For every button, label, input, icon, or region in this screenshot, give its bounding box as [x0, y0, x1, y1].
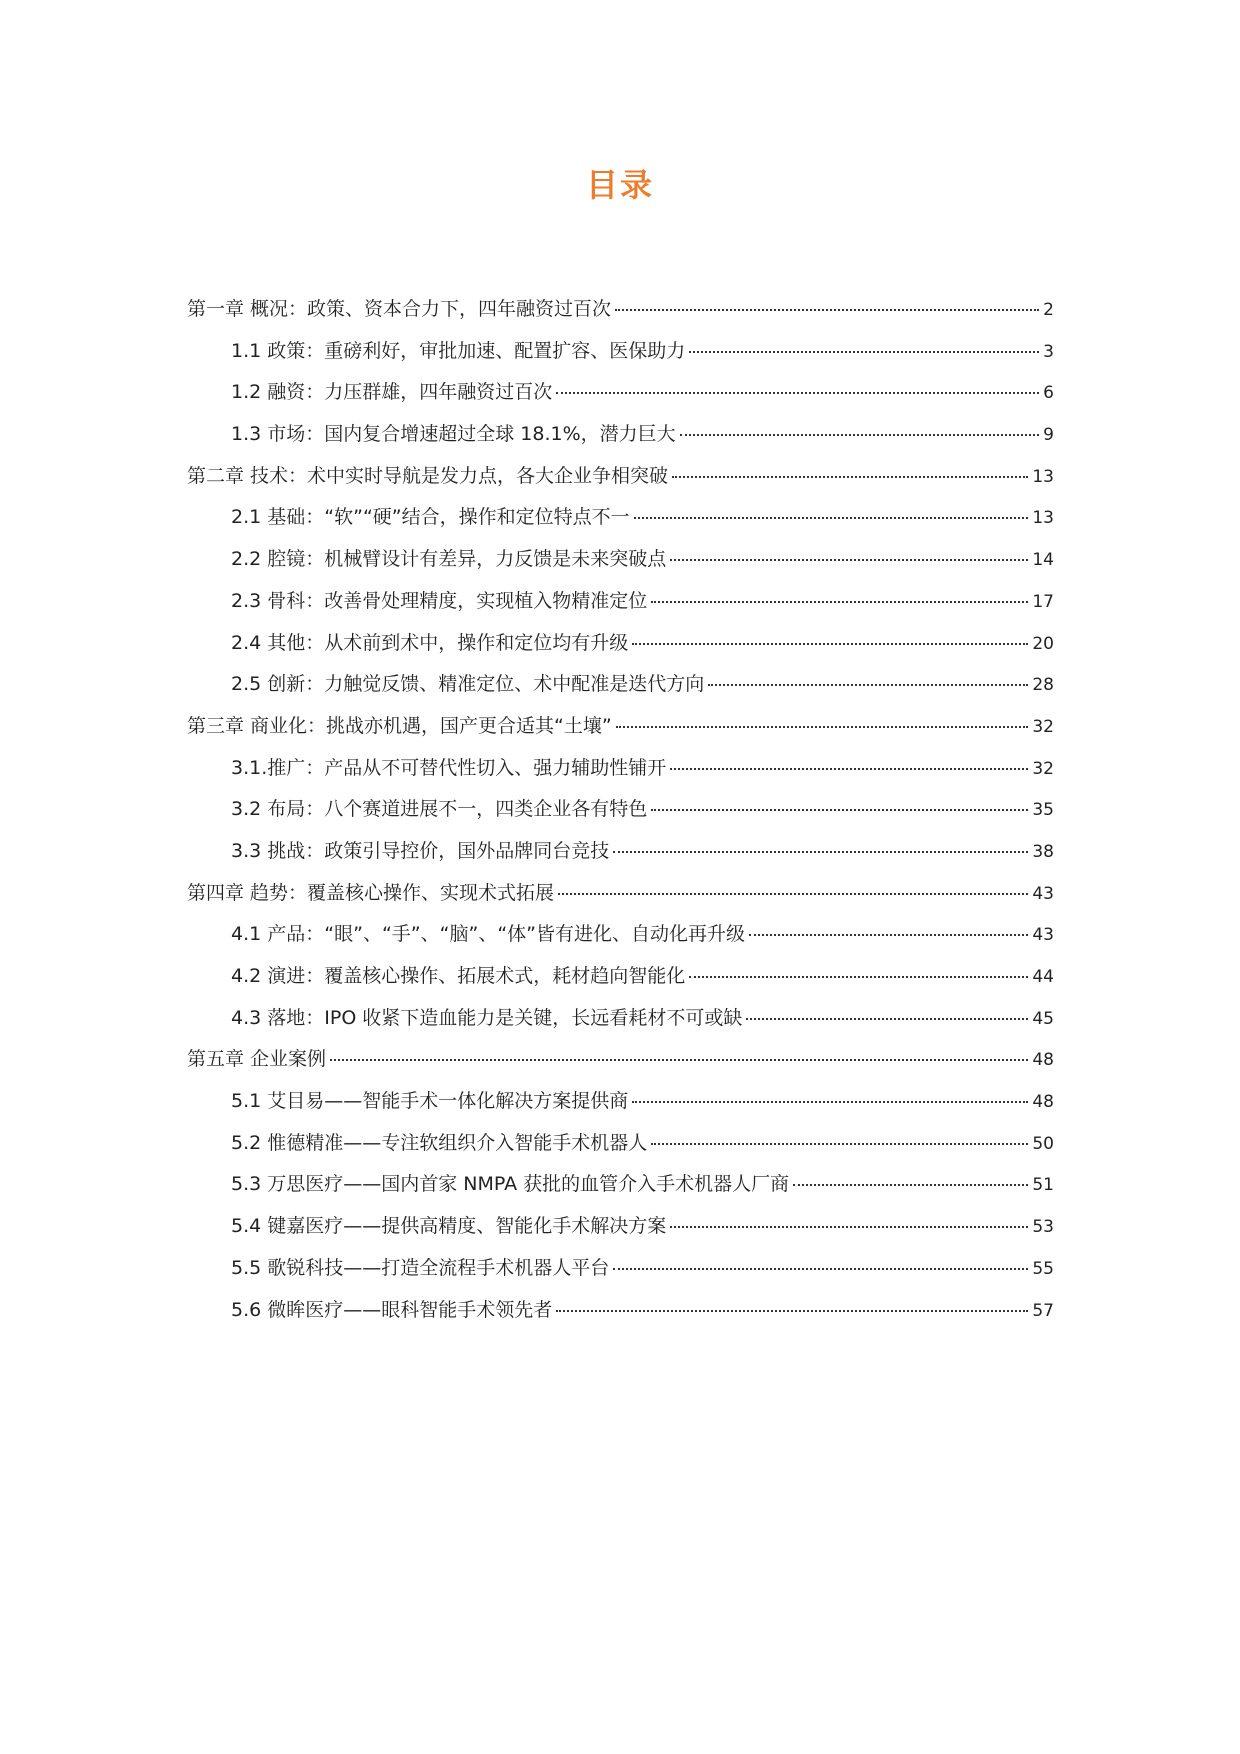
- toc-section-entry[interactable]: [187, 1253, 1054, 1295]
- toc-page-number: 2: [1043, 300, 1054, 320]
- toc-entry-label: 第三章 商业化：挑战亦机遇，国产更合适其“土壤”: [187, 714, 612, 737]
- page-title: 目录: [585, 166, 654, 204]
- toc-page-number: 43: [1032, 883, 1054, 904]
- toc-page-number: 32: [1032, 716, 1054, 737]
- toc-dot-leader: [616, 726, 1029, 728]
- toc-entry-label: 4.1 产品：“眼”、“手”、“脑”、“体”皆有进化、自动化再升级: [231, 923, 746, 946]
- toc-section-entry[interactable]: [187, 502, 1054, 544]
- toc-dot-leader: [613, 851, 1028, 853]
- toc-entry-label: 2.3 骨科：改善骨处理精度，实现植入物精准定位: [231, 589, 648, 612]
- toc-dot-leader: [689, 351, 1039, 353]
- toc-entry-label: 3.2 布局：八个赛道进展不一，四类企业各有特色: [231, 798, 648, 821]
- toc-entry-label: 5.2 惟德精准——专注软组织介入智能手术机器人: [231, 1131, 648, 1154]
- toc-section-entry[interactable]: [187, 377, 1054, 419]
- toc-section-entry[interactable]: [187, 919, 1054, 961]
- toc-page-number: 51: [1032, 1175, 1054, 1196]
- toc-section-entry[interactable]: [187, 1128, 1054, 1170]
- toc-entry-label: 2.4 其他：从术前到术中，操作和定位均有升级: [231, 631, 629, 654]
- toc-section-entry[interactable]: [187, 1003, 1054, 1045]
- toc-page-number: 43: [1032, 925, 1054, 946]
- toc-page-number: 3: [1043, 341, 1054, 362]
- toc-section-entry[interactable]: [187, 1169, 1054, 1211]
- toc-page-number: 6: [1043, 383, 1054, 404]
- toc-section-entry[interactable]: [187, 1295, 1054, 1337]
- toc-dot-leader: [634, 517, 1029, 519]
- toc-entry-label: 4.2 演进：覆盖核心操作、拓展术式，耗材趋向智能化: [231, 965, 686, 987]
- toc-page-number: 20: [1032, 633, 1054, 654]
- toc-dot-leader: [749, 934, 1028, 936]
- toc-dot-leader: [558, 893, 1028, 895]
- toc-chapter-entry[interactable]: [187, 294, 1054, 336]
- toc-section-entry[interactable]: [187, 1211, 1054, 1253]
- toc-entry-label: 3.3 挑战：政策引导控价，国外品牌同台竞技: [231, 839, 610, 862]
- toc-dot-leader: [556, 392, 1039, 394]
- toc-page-number: 44: [1032, 967, 1054, 987]
- toc-dot-leader: [708, 684, 1028, 686]
- toc-entry-label: 5.6 微眸医疗——眼科智能手术领先者: [231, 1298, 553, 1321]
- toc-section-entry[interactable]: [187, 544, 1054, 586]
- toc-entry-label: 1.3 市场：国内复合增速超过全球 18.1%，潜力巨大: [231, 423, 676, 446]
- toc-entry-label: 第二章 技术：术中实时导航是发力点，各大企业争相突破: [187, 464, 669, 487]
- toc-entry-label: 5.1 艾目易——智能手术一体化解决方案提供商: [231, 1090, 629, 1113]
- toc-entry-label: 5.3 万思医疗——国内首家 NMPA 获批的血管介入手术机器人厂商: [231, 1173, 790, 1196]
- toc-entry-label: 3.1.推广：产品从不可替代性切入、强力辅助性铺开: [231, 756, 667, 779]
- toc-entry-label: 第四章 趋势：覆盖核心操作、实现术式拓展: [187, 881, 555, 904]
- toc-page-number: 53: [1032, 1217, 1054, 1238]
- toc-section-entry[interactable]: [187, 753, 1054, 795]
- toc-entry-label: 5.5 歌锐科技——打造全流程手术机器人平台: [231, 1256, 610, 1279]
- toc-page-number: 35: [1032, 800, 1054, 821]
- toc-dot-leader: [613, 1268, 1028, 1270]
- toc-dot-leader: [651, 809, 1028, 811]
- toc-dot-leader: [670, 768, 1028, 770]
- toc-page-number: 13: [1032, 508, 1054, 529]
- toc-dot-leader: [651, 1143, 1028, 1145]
- toc-page-number: 32: [1032, 758, 1054, 779]
- toc-dot-leader: [330, 1059, 1028, 1061]
- toc-page-number: 48: [1032, 1092, 1054, 1113]
- toc-page-number: 57: [1032, 1300, 1054, 1321]
- toc-chapter-entry[interactable]: [187, 1044, 1054, 1086]
- toc-section-entry[interactable]: [187, 794, 1054, 836]
- toc-dot-leader: [793, 1184, 1028, 1186]
- toc-page-number: 28: [1032, 675, 1054, 696]
- toc-chapter-entry[interactable]: [187, 461, 1054, 503]
- toc-dot-leader: [672, 476, 1028, 478]
- toc-entry-label: 2.2 腔镜：机械臂设计有差异，力反馈是未来突破点: [231, 548, 667, 571]
- toc-page-number: 45: [1032, 1008, 1054, 1029]
- toc-page-number: 50: [1032, 1133, 1054, 1154]
- toc-entry-label: 2.1 基础：“软”“硬”结合，操作和定位特点不一: [231, 506, 630, 529]
- toc-entry-label: 5.4 键嘉医疗——提供高精度、智能化手术解决方案: [231, 1215, 667, 1238]
- toc-entry-label: 第五章 企业案例: [187, 1048, 327, 1071]
- toc-section-entry[interactable]: [187, 336, 1054, 378]
- toc-page-number: 55: [1032, 1258, 1054, 1279]
- toc-dot-leader: [670, 559, 1028, 561]
- toc-section-entry[interactable]: [187, 961, 1054, 1003]
- toc-section-entry[interactable]: [187, 1086, 1054, 1128]
- toc-entry-label: 1.2 融资：力压群雄，四年融资过百次: [231, 381, 553, 404]
- toc-entry-label: 4.3 落地：IPO 收紧下造血能力是关键，长远看耗材不可或缺: [231, 1006, 743, 1029]
- toc-page-number: 14: [1032, 550, 1054, 571]
- toc-entry-label: 2.5 创新：力触觉反馈、精准定位、术中配准是迭代方向: [231, 673, 705, 696]
- toc-section-entry[interactable]: [187, 669, 1054, 711]
- toc-chapter-entry[interactable]: [187, 711, 1054, 753]
- toc-page-number: 48: [1032, 1050, 1054, 1071]
- toc-entry-label: 第一章 概况：政策、资本合力下，四年融资过百次: [187, 298, 612, 320]
- toc-chapter-entry[interactable]: [187, 878, 1054, 920]
- toc-page-number: 13: [1032, 466, 1054, 487]
- toc-section-entry[interactable]: [187, 836, 1054, 878]
- toc-page-number: 17: [1032, 591, 1054, 612]
- toc-page-number: 38: [1032, 841, 1054, 862]
- toc-dot-leader: [680, 434, 1040, 436]
- toc-dot-leader: [615, 309, 1039, 311]
- toc-dot-leader: [689, 976, 1028, 978]
- toc-section-entry[interactable]: [187, 586, 1054, 628]
- toc-dot-leader: [632, 643, 1028, 645]
- table-of-contents: [187, 294, 1054, 1336]
- toc-dot-leader: [670, 1226, 1028, 1228]
- toc-entry-label: 1.1 政策：重磅利好，审批加速、配置扩容、医保助力: [231, 339, 686, 362]
- toc-section-entry[interactable]: [187, 628, 1054, 670]
- toc-dot-leader: [556, 1310, 1028, 1312]
- toc-dot-leader: [651, 601, 1028, 603]
- toc-dot-leader: [746, 1018, 1028, 1020]
- toc-section-entry[interactable]: [187, 419, 1054, 461]
- toc-page-number: 9: [1043, 425, 1054, 446]
- toc-dot-leader: [632, 1101, 1028, 1103]
